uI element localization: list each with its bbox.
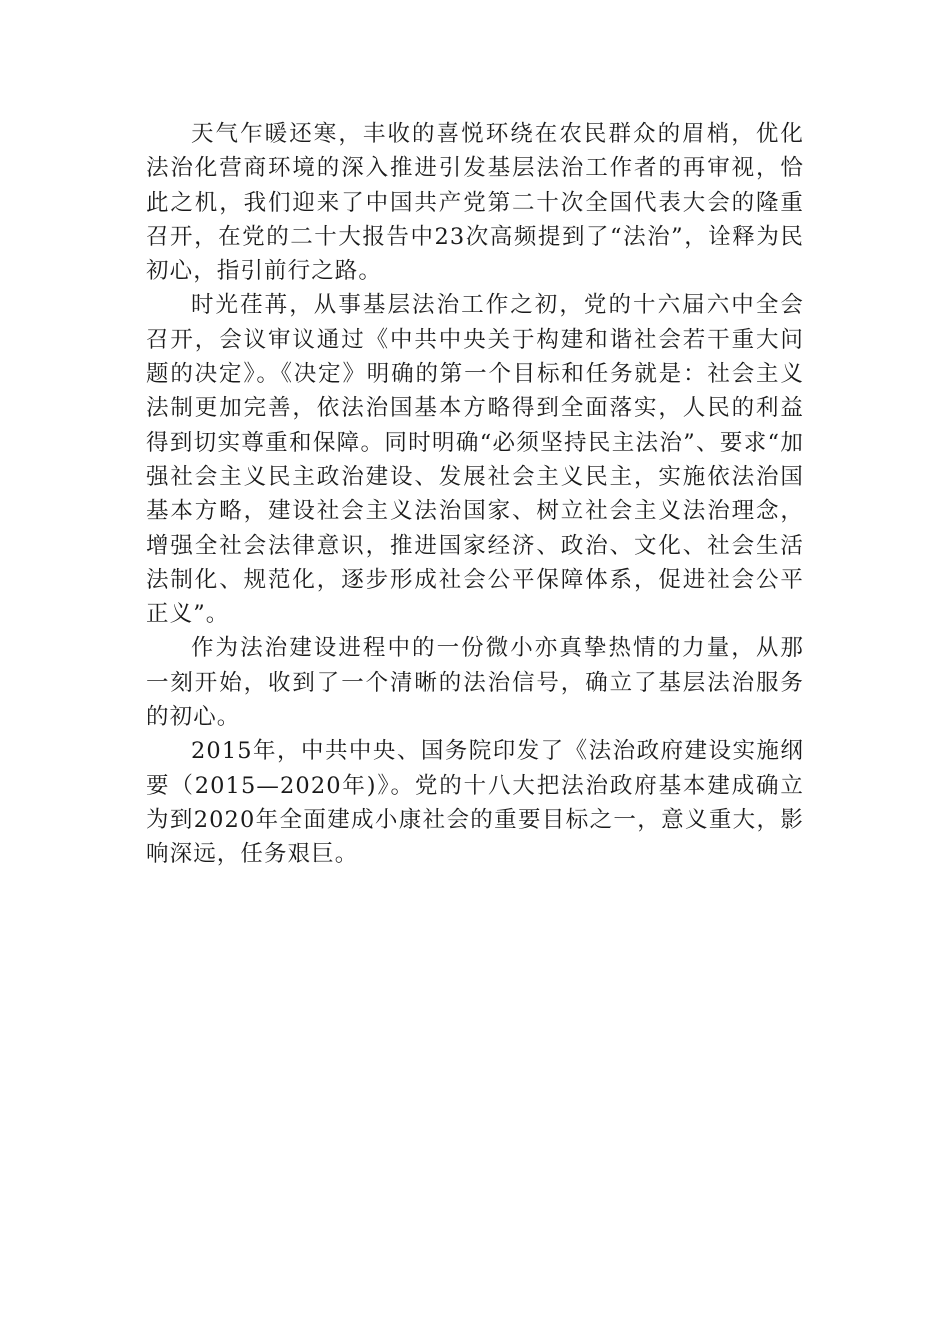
paragraph-2: 时光荏苒，从事基层法治工作之初，党的十六届六中全会召开，会议审议通过《中共中央关于构建和谐社会若干重大问题的决定》。《决定》明确的第一个目标和任务就是：社会主义法制更加完善，依法治国基本方略得到全面落实，人民的利益得到切实尊重和保障。同时明确“必须坚持民主法治”、要求“加强社会主义民主政治建设、发展社会主义民主，实施依法治国基本方略，建设社会主义法治国家、树立社会主义法治理念，增强全社会法律意识，推进国家经济、政治、文化、社会生活法制化、规范化，逐步形成社会公平保障体系，促进社会公平正义”。 — [146, 292, 804, 628]
document-body — [146, 117, 804, 872]
paragraph-1: 天气乍暖还寒，丰收的喜悦环绕在农民群众的眉梢，优化法治化营商环境的深入推进引发基层法治工作者的再审视，恰此之机，我们迎来了中国共产党第二十次全国代表大会的隆重召开，在党的二十大报告中23次高频提到了“法治”，诠释为民初心，指引前行之路。 — [146, 121, 804, 285]
paragraph-4: 2015年，中共中央、国务院印发了《法治政府建设实施纲要（2015—2020年)》。党的十八大把法治政府基本建成确立为到2020年全面建成小康社会的重要目标之一，意义重大，影响深远，任务艰巨。 — [146, 738, 804, 868]
paragraph-3: 作为法治建设进程中的一份微小亦真挚热情的力量，从那一刻开始，收到了一个清晰的法治信号，确立了基层法治服务的初心。 — [146, 635, 804, 731]
